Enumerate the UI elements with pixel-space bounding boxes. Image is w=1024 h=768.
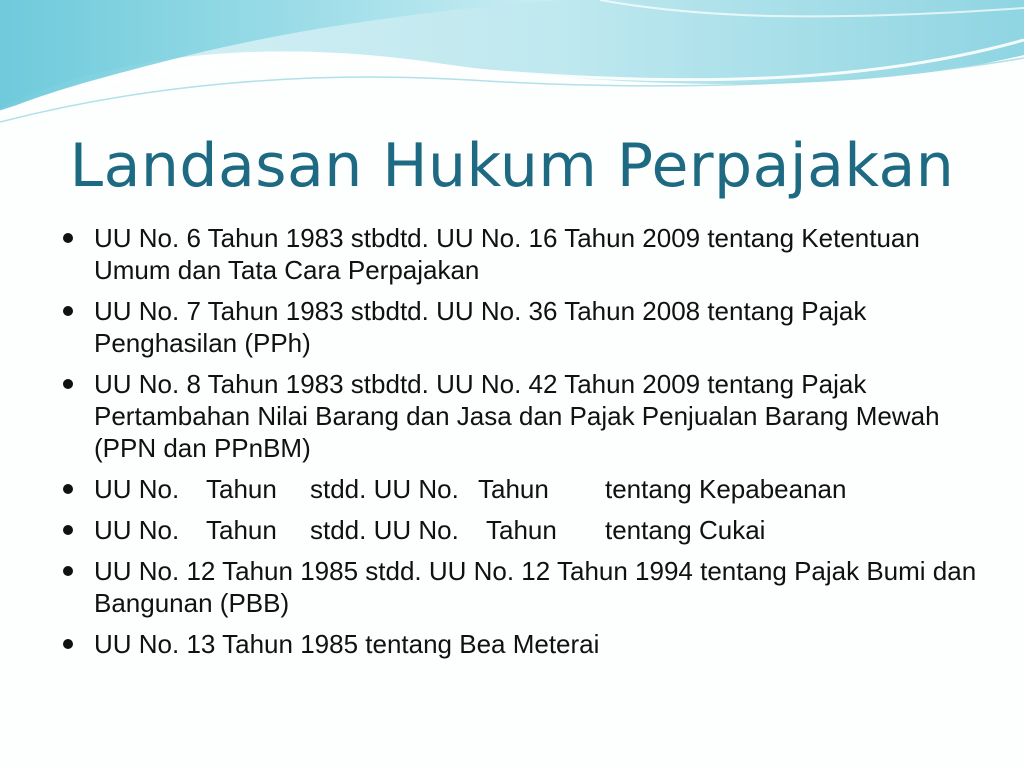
list-item-part: Tahun [486, 515, 557, 545]
list-item-text [94, 514, 980, 546]
list-item [60, 368, 980, 464]
list-item [60, 222, 980, 286]
list-item-part: Tahun [206, 474, 277, 504]
bullet-dot-icon [63, 525, 73, 535]
list-item-part: tentang Cukai [605, 515, 766, 545]
list-item [60, 555, 980, 619]
bullet-dot-icon [63, 566, 73, 576]
list-item-part: Tahun [206, 515, 277, 545]
list-item-text: UU No. 6 Tahun 1983 stbdtd. UU No. 16 Tahun 2009 tentang Ketentuan Umum dan Tata Cara Perpajakan [94, 223, 920, 285]
bullet-dot-icon [63, 306, 73, 316]
bullet-dot-icon [63, 484, 73, 494]
header-wave-decoration [0, 0, 1024, 130]
list-item-text: UU No. 8 Tahun 1983 stbdtd. UU No. 42 Tahun 2009 tentang Pajak Pertambahan Nilai Barang dan Jasa dan Pajak Penjualan Barang Mewah (PPN dan PPnBM) [94, 369, 940, 463]
list-item-part: stdd. UU No. [310, 474, 459, 504]
list-item-part: tentang Kepabeanan [605, 474, 847, 504]
list-item-part: UU No. [94, 474, 180, 504]
bullet-dot-icon [63, 379, 73, 389]
list-item-part: Tahun [478, 474, 549, 504]
bullet-dot-icon [63, 233, 73, 243]
list-item-part: UU No. [94, 515, 180, 545]
list-item-text [94, 473, 980, 505]
list-item [60, 295, 980, 359]
list-item [60, 514, 980, 546]
list-item [60, 473, 980, 505]
list-item-text: UU No. 13 Tahun 1985 tentang Bea Meterai [94, 629, 600, 659]
bullet-dot-icon [63, 639, 73, 649]
list-item [60, 628, 980, 660]
list-item-part: stdd. UU No. [310, 515, 459, 545]
list-item-text: UU No. 7 Tahun 1983 stbdtd. UU No. 36 Tahun 2008 tentang Pajak Penghasilan (PPh) [94, 296, 867, 358]
bullet-list [60, 222, 980, 669]
list-item-text: UU No. 12 Tahun 1985 stdd. UU No. 12 Tahun 1994 tentang Pajak Bumi dan Bangunan (PBB) [94, 556, 977, 618]
slide-title: Landasan Hukum Perpajakan [69, 131, 955, 201]
